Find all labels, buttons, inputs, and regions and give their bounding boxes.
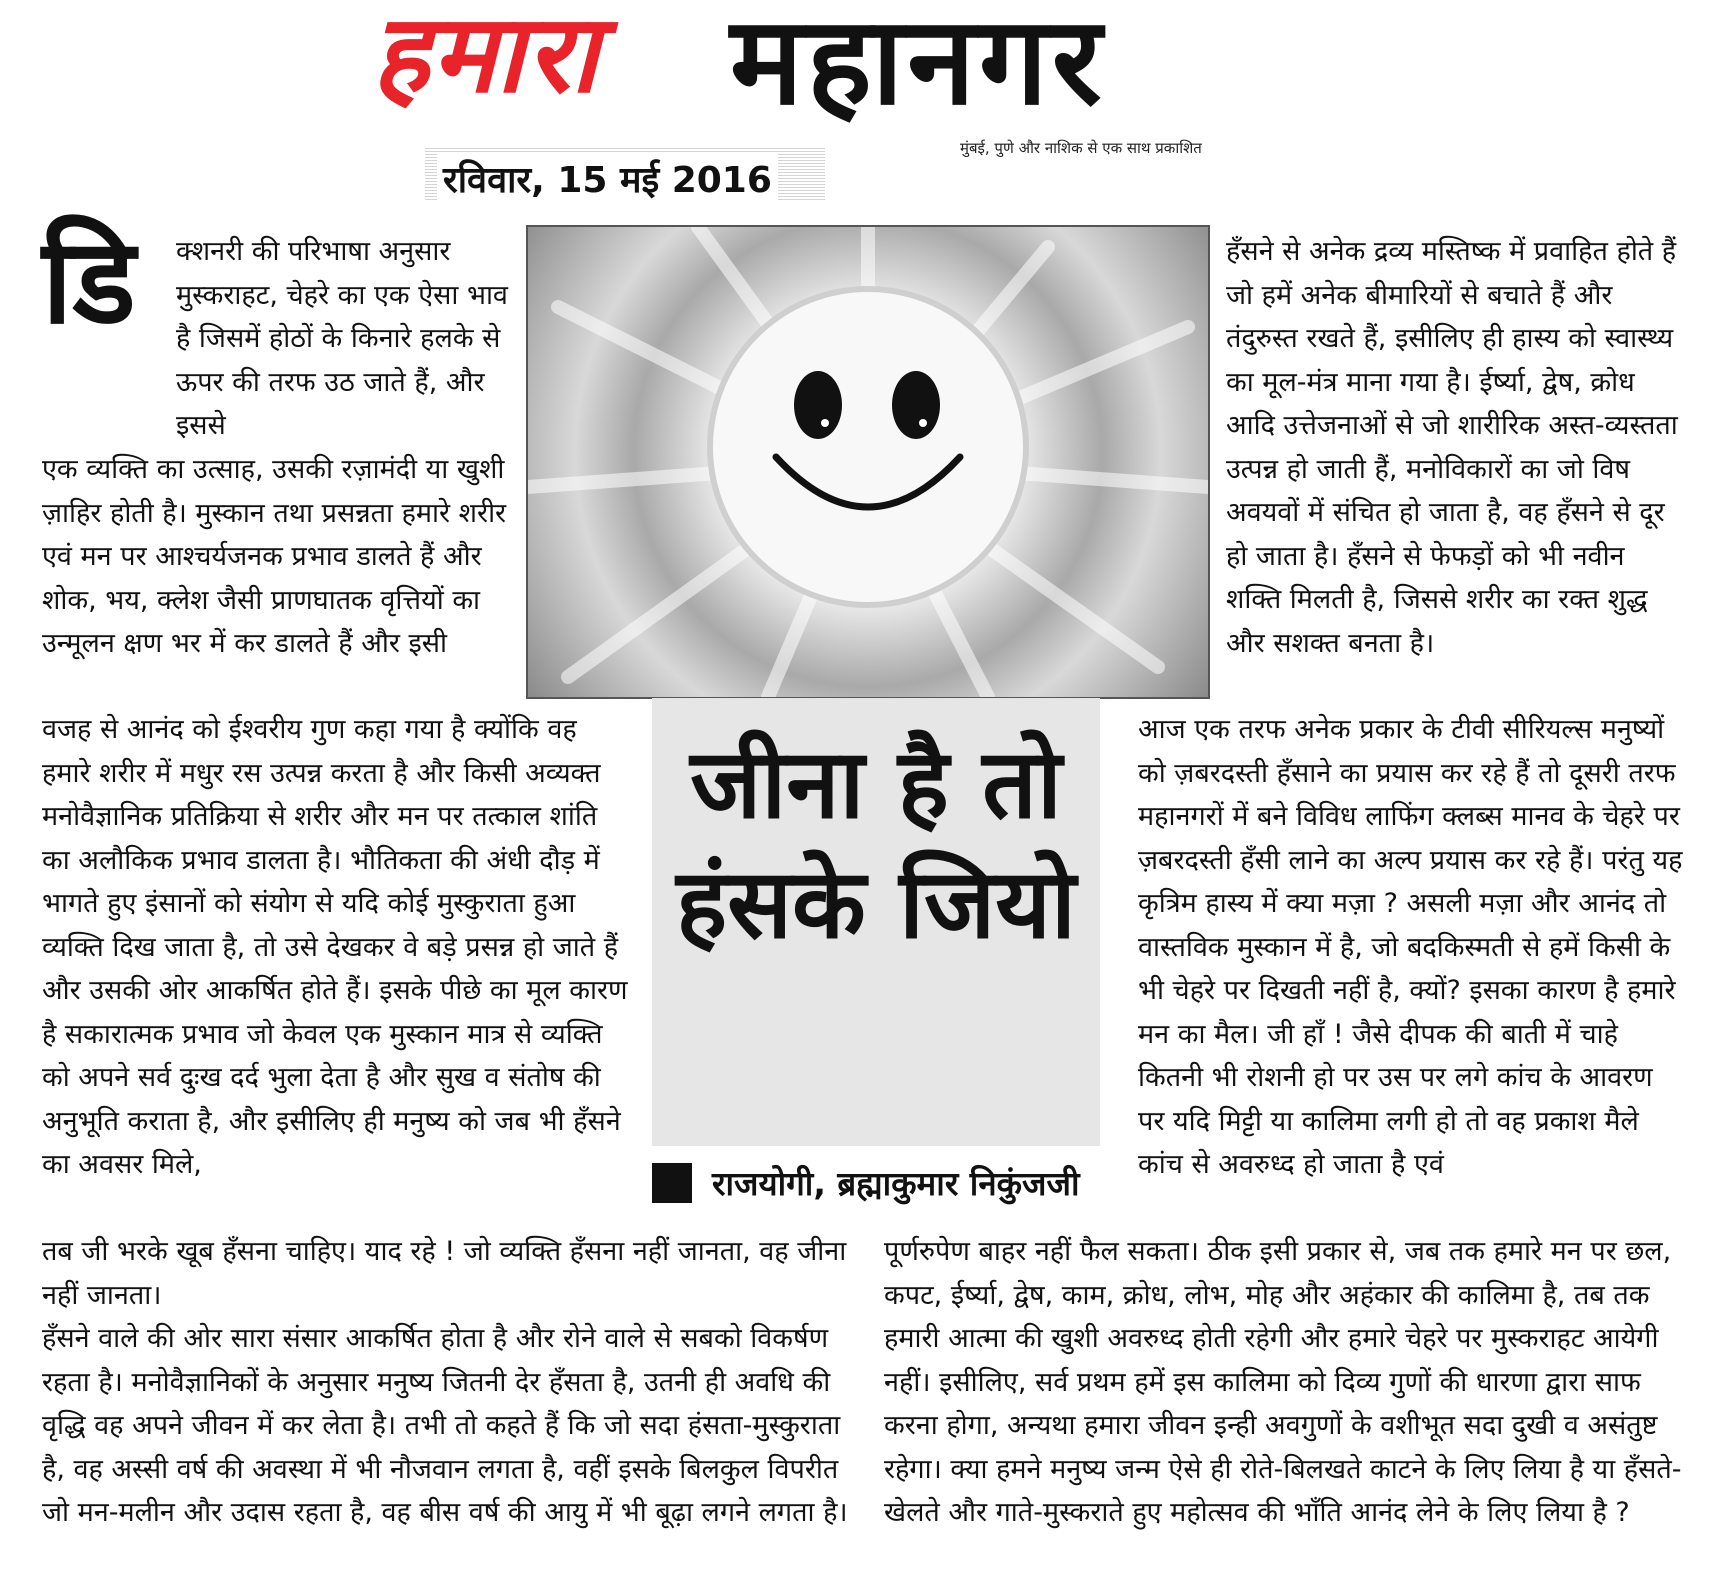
headline-box: [652, 698, 1100, 1146]
right-column-top: [1226, 230, 1686, 665]
article-headline: जीना है तो हंसके जियो: [676, 728, 1076, 960]
smiley-photo: [526, 225, 1210, 699]
paragraph: तब जी भरके खूब हँसना चाहिए। याद रहे ! जो व्यक्ति हँसना नहीं जानता, वह जीना नहीं जानता।: [42, 1236, 847, 1311]
dateline: [425, 148, 825, 200]
paragraph: एक व्यक्ति का उत्साह, उसकी रज़ामंदी या खुशी ज़ाहिर होती है। मुस्कान तथा प्रसन्नता हमारे शरीर एवं मन पर आश्चर्यजनक प्रभाव डालते हैं और शोक, भय, क्लेश जैसी प्राणघातक वृत्तियों का उन्मूलन क्षण भर में कर डालते हैं और इसी: [42, 454, 507, 659]
smiley-flower-icon: [528, 227, 1208, 697]
right-column-middle: [1138, 708, 1686, 1187]
byline: [652, 1160, 1080, 1205]
column-1-middle: [42, 448, 516, 666]
paragraph: वजह से आनंद को ईश्वरीय गुण कहा गया है क्योंकि वह हमारे शरीर में मधुर रस उत्पन्न करता है और किसी अव्यक्त मनोवैज्ञानिक प्रतिक्रिया से शरीर और मन पर तत्काल शांति का अलौकिक प्रभाव डालता है। भौतिकता की अंधी दौड़ में भागते हुए इंसानों को संयोग से यदि कोई मुस्कुराता हुआ व्यक्ति दिख जाता है, तो उसे देखकर वे बड़े प्रसन्न हो जाते हैं और उसकी ओर आकर्षित होते हैं। इसके पीछे का मूल कारण है सकारात्मक प्रभाव जो केवल एक मुस्कान मात्र से व्यक्ति को अपने सर्व दुःख दर्द भुला देता है और सुख व संतोष की अनुभूति कराता है, और इसीलिए ही मनुष्य को जब भी हँसने का अवसर मिले,: [42, 714, 628, 1180]
masthead-title-black: महानगर: [730, 0, 1106, 132]
masthead-tagline: मुंबई, पुणे और नाशिक से एक साथ प्रकाशित: [960, 139, 1202, 157]
byline-author: राजयोगी, ब्रह्माकुमार निकुंजजी: [712, 1164, 1080, 1203]
paragraph: पूर्णरुपेण बाहर नहीं फैल सकता। ठीक इसी प्रकार से, जब तक हमारे मन पर छल, कपट, ईर्ष्या, द्वेष, काम, क्रोध, लोभ, मोह और अहंकार की कालिमा है, तब तक हमारी आत्मा की खुशी अवरुध्द होती रहेगी और हमारे चेहरे पर मुस्कराहट आयेगी नहीं। इसीलिए, सर्व प्रथम हमें इस कालिमा को दिव्य गुणों की धारणा द्वारा साफ करना होगा, अन्यथा हमारा जीवन इन्ही अवगुणों के वशीभूत सदा दुखी व असंतुष्ट रहेगा। क्या हमने मनुष्य जन्म ऐसे ही रोते-बिलखते काटने के लिए लिया है या हँसते-खेलते और गाते-मुस्कराते हुए महोत्सव की भाँति आनंद लेने के लिए लिया है ?: [884, 1236, 1682, 1528]
masthead-title-red: हमारा: [372, 0, 601, 117]
paragraph: आज एक तरफ अनेक प्रकार के टीवी सीरियल्स मनुष्यों को ज़बरदस्ती हँसाने का प्रयास कर रहे हैं तो दूसरी तरफ महानगरों में बने विविध लाफिंग क्लब्स मानव के चेहरे पर ज़बरदस्ती हँसी लाने का अल्प प्रयास कर रहे हैं। परंतु यह कृत्रिम हास्य में क्या मज़ा ? असली मज़ा और आनंद तो वास्तविक मुस्कान में है, जो बदकिस्मती से हमें किसी के भी चेहरे पर दिखती नहीं है, क्यों? इसका कारण है हमारे मन का मैल। जी हाँ ! जैसे दीपक की बाती में चाहे कितनी भी रोशनी हो पर उस पर लगे कांच के आवरण पर यदि मिट्टी या कालिमा लगी हो तो वह प्रकाश मैले कांच से अवरुध्द हो जाता है एवं: [1138, 714, 1683, 1180]
dateline-text: रविवार, 15 मई 2016: [437, 154, 778, 203]
bottom-right-block: [884, 1230, 1686, 1535]
column-1-lower: [42, 708, 630, 1187]
drop-cap: डि: [42, 212, 136, 350]
paragraph: हँसने से अनेक द्रव्य मस्तिष्क में प्रवाहित होते हैं जो हमें अनेक बीमारियों से बचाते हैं और तंदुरुस्त रखते हैं, इसीलिए ही हास्य को स्वास्थ्य का मूल-मंत्र माना गया है। ईर्ष्या, द्वेष, क्रोध आदि उत्तेजनाओं से जो शारीरिक अस्त-व्यस्तता उत्पन्न हो जाती हैं, मनोविकारों का जो विष अवयवों में संचित हो जाता है, वह हँसने से दूर हो जाता है। हँसने से फेफड़ों को भी नवीन शक्ति मिलती है, जिससे शरीर का रक्त शुद्ध और सशक्त बनता है।: [1226, 236, 1678, 659]
byline-square-icon: [652, 1163, 692, 1203]
paragraph: हँसने वाले की ओर सारा संसार आकर्षित होता है और रोने वाले से सबको विकर्षण रहता है। मनोवैज्ञानिकों के अनुसार मनुष्य जितनी देर हँसता है, उतनी ही अवधि की वृद्धि वह अपने जीवन में कर लेता है। तभी तो कहते हैं कि जो सदा हंसता-मुस्कुराता है, वह अस्सी वर्ष की अवस्था में भी नौजवान लगता है, वहीं इसके बिलकुल विपरीत जो मन-मलीन और उदास रहता है, वह बीस वर्ष की आयु में भी बूढ़ा लगने लगता है।: [42, 1323, 848, 1528]
column-1-top: [176, 230, 516, 448]
bottom-left-block: [42, 1230, 848, 1535]
paragraph: क्शनरी की परिभाषा अनुसार मुस्कराहट, चेहरे का एक ऐसा भाव है जिसमें होठों के किनारे हलके से ऊपर की तरफ उठ जाते हैं, और इससे: [176, 236, 508, 441]
